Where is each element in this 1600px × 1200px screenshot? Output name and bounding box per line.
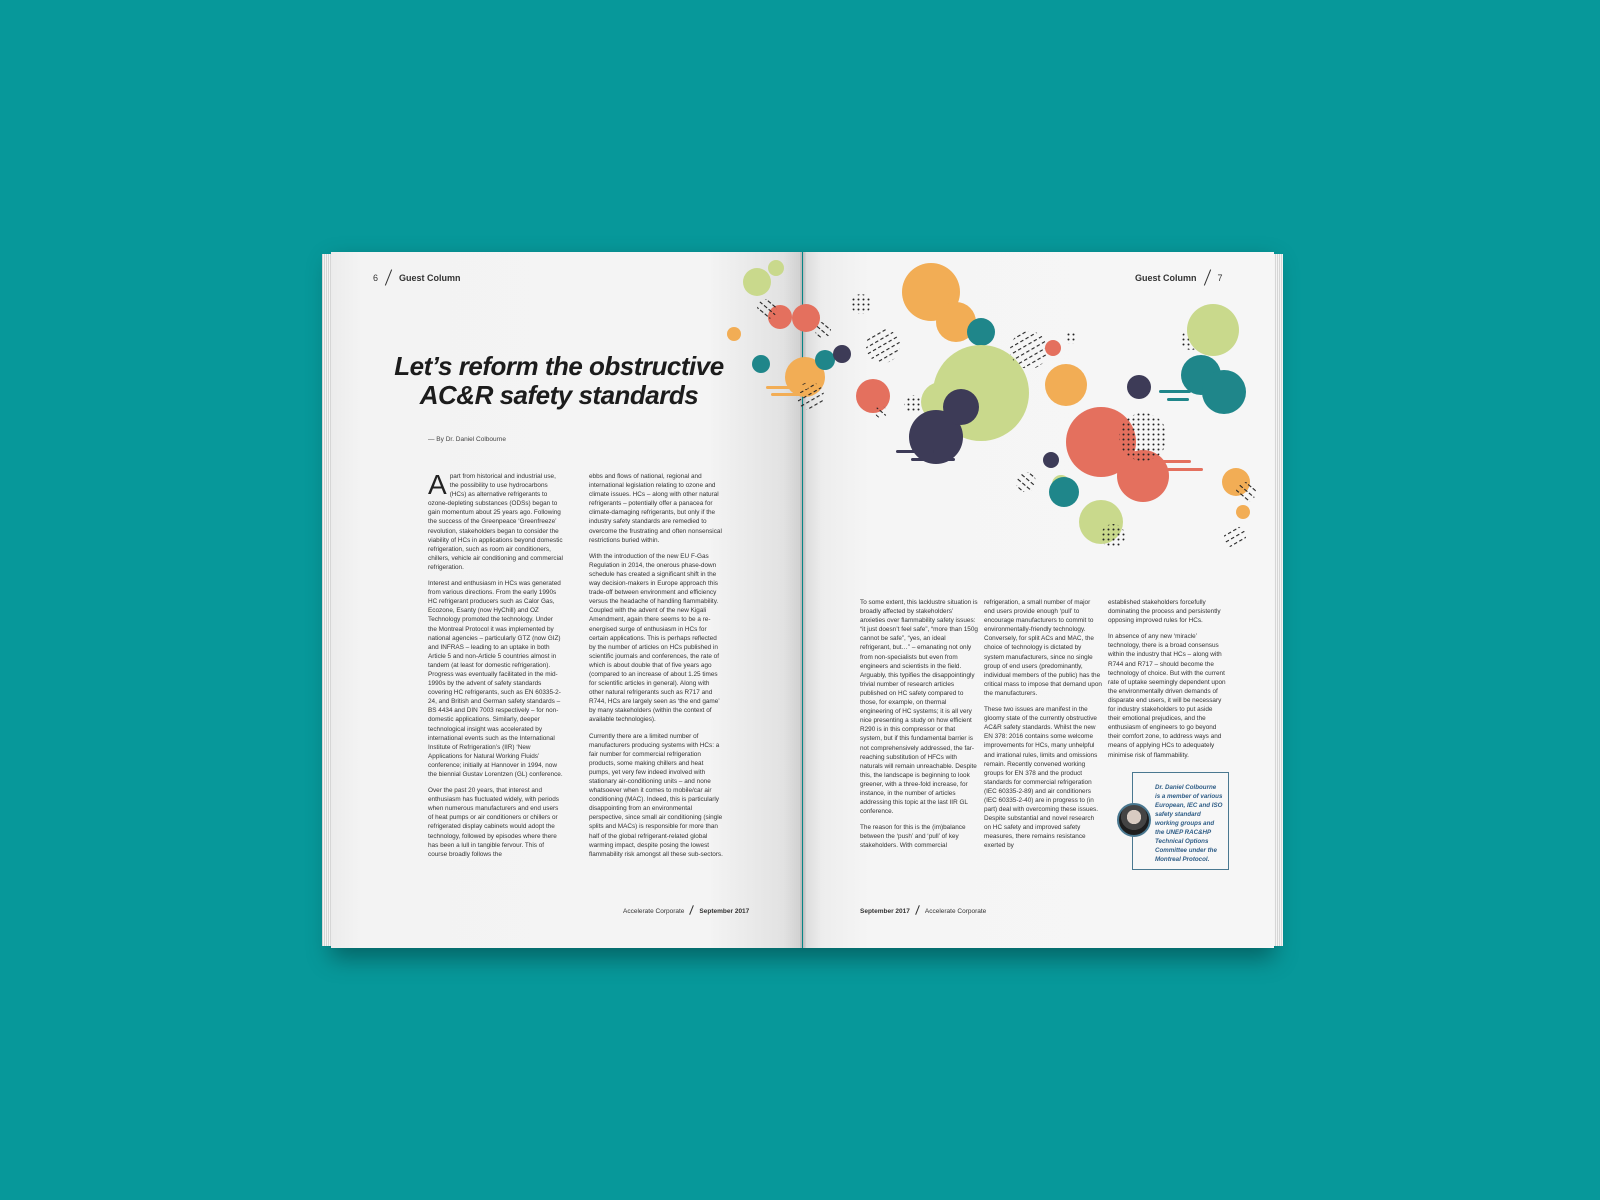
pattern-bubble xyxy=(851,294,871,314)
page-edges-right xyxy=(1273,254,1283,946)
pattern-bubble xyxy=(875,406,887,418)
author-photo xyxy=(1117,803,1151,837)
pattern-bubble xyxy=(1224,526,1246,548)
footer-publication: Accelerate Corporate xyxy=(924,908,987,915)
bubble xyxy=(833,345,851,363)
bubble xyxy=(792,304,820,332)
section-label: Guest Column xyxy=(399,273,461,283)
headline-line-2: AC&R safety standards xyxy=(419,380,699,410)
dash-line xyxy=(1151,460,1191,463)
section-label: Guest Column xyxy=(1135,273,1197,283)
bubble xyxy=(943,389,979,425)
page-number: 7 xyxy=(1217,273,1223,283)
bubble xyxy=(1045,340,1061,356)
dash-line xyxy=(911,458,955,461)
pattern-bubble xyxy=(1010,331,1048,369)
bubble xyxy=(1236,505,1250,519)
bubble xyxy=(1043,452,1059,468)
dash-line xyxy=(1167,468,1203,471)
pattern-bubble xyxy=(1016,472,1036,492)
bubble xyxy=(752,355,770,373)
byline: — By Dr. Daniel Colbourne xyxy=(428,436,507,443)
paragraph: refrigeration, a small number of major end users provide enough ‘pull’ to encourage manufacturers to commit to environmentally-friendly technology. Conversely, for split ACs and MAC, the choice of technology is dictated by system manufacturers, since no single group of end users (predominantly, individual members of the public) has the critical mass to impose that demand upon the manufacturers. xyxy=(984,599,1102,697)
footer-publication: Accelerate Corporate xyxy=(623,908,685,915)
dash-line xyxy=(766,386,808,389)
paragraph: Over the past 20 years, that interest and enthusiasm has fluctuated widely, with periods when numerous manufacturers and end users of heat pumps or air conditioners or chillers or refrigerated display cabinets would adopt the technology, followed by episodes where there has been a lull in tangible fervour. This of course broadly follows the xyxy=(428,787,559,858)
drop-cap: A xyxy=(428,469,447,500)
bubble xyxy=(743,268,771,296)
bubble xyxy=(1202,370,1246,414)
paragraph: These two issues are manifest in the gloomy state of the currently obstructive AC&R safety standards. Whilst the new EN 378: 2016 contains some welcome improvements for HCs, many unhelpful and irrational rules, limits and omissions remain. Recently convened working groups for EN 378 and the product standards for commercial refrigeration (IEC 60335-2-89) and air conditioners (IEC 60335-2-40) are in progress to (in part) deal with overcoming these issues. Despite substantial and novel research on HC safety and improved safety measures, there remains resistance exerted by xyxy=(984,706,1099,850)
bubble xyxy=(815,350,835,370)
page-number: 6 xyxy=(373,273,379,283)
dash-line xyxy=(1159,390,1191,393)
dash-line xyxy=(1167,398,1189,401)
dash-line xyxy=(896,450,934,453)
dash-line xyxy=(771,393,805,396)
magazine-spread xyxy=(331,252,1274,948)
bubble xyxy=(727,327,741,341)
bubble xyxy=(1127,375,1151,399)
paragraph: ebbs and flows of national, regional and international legislation relating to ozone and climate issues. HCs – along with other natural refrigerants – potentially offer a panacea for climate-damaging refrigerants, but only if the industry safety standards are remedied to overcome the frustrating and often nonsensical restrictions buried within. xyxy=(589,473,722,544)
pattern-bubble xyxy=(1119,413,1167,461)
pattern-bubble xyxy=(757,299,777,319)
paragraph: established stakeholders forcefully dominating the process and persistently opposing improved rules for HCs. xyxy=(1108,599,1221,625)
author-bio-box xyxy=(1132,772,1229,870)
bubble xyxy=(967,318,995,346)
bubble xyxy=(1049,477,1079,507)
pattern-bubble xyxy=(904,395,922,413)
paragraph: Currently there are a limited number of manufacturers producing systems with HCs: a fair number for commercial refrigeration products, some making chillers and heat pumps, yet very few indeed involved with stationary air-conditioning units – and none whatsoever when it comes to mobile/car air conditioning (MAC). Indeed, this is particularly disappointing from an environmental perspective, since small air conditioning (single splits and MACs) is responsible for more than half of the global refrigerant-related global warming impact, despite posing the lowest flammability risk amongst all these sub-sectors. xyxy=(589,732,723,858)
paragraph: Interest and enthusiasm in HCs was generated from various directions. From the early 1990s HC refrigerant producers such as Calor Gas, Ecozone, Esanty (now HyChill) and OZ Technology promoted the technology. Under the Montreal Protocol it was implemented by national agencies – particularly GTZ (now GIZ) and INFRAS – leading to an uptake in both Article 5 and non-Article 5 countries almost in tandem (at least for domestic refrigeration). Progress was eventually facilitated in the mid-1990s by the advent of safety standards covering HC refrigerants, such as EN 60335-2-24, and British and German safety standards – BS 4434 and DIN 7003 respectively – for non-domestic applications. Similarly, deeper technological insight was accelerated by international events such as the International Institute of Refrigeration’s (IIR) ‘New Applications for Natural Working Fluids’ conference; initially at Hannover in 1994, now the biennial Gustav Lorentzen (GL) conference. xyxy=(428,580,563,778)
author-bio-text: Dr. Daniel Colbourne is a member of various European, IEC and ISO safety standard working groups and the UNEP RAC&HP Technical Options Committee under the Montreal Protocol. xyxy=(1155,784,1223,863)
bubble xyxy=(1045,364,1087,406)
footer-date: September 2017 xyxy=(699,908,750,915)
paragraph: To some extent, this lacklustre situation is broadly affected by stakeholders’ anxieties over flammability safety issues: “it just doesn’t feel safe”, “more than 150g cannot be safe”, “yes, an ideal refrigerant, but…” – emanating not only from non-specialists but even from engineers and scientists in the field. Arguably, this typifies the disappointingly trivial number of research articles published on HC safety compared to those, for example, on thermal engineering of HC systems; it is all very nice presenting a study on how efficient R290 is in this compressor or that system, but if this fundamental barrier is not comprehensively addressed, the far-reaching substitution of HFCs with naturals will remain unreachable. Despite this, the landscape is beginning to look greener, with a three-fold increase, for instance, in the number of articles addressing this topic at the last IIR GL conference. xyxy=(860,599,978,816)
pattern-bubble xyxy=(1065,332,1077,344)
paragraph: With the introduction of the new EU F-Gas Regulation in 2014, the onerous phase-down schedule has created a significant shift in the way decision-makers in Europe approach this trade-off between environment and efficiency versus the headache of handling flammability. Coupled with the advent of the new Kigali Amendment, again there seems to be a re-energised surge of enthusiasm in HCs for certain applications. This is perhaps reflected by the number of articles on HCs published in scientific journals and conferences, the rate of which is about double that of five years ago (compared to an increase of about 1.25 times for scientific articles in general). Along with other natural refrigerants such as R717 and R744, HCs are largely seen as ‘the end game’ by many stakeholders (within the context of available technologies). xyxy=(589,552,720,724)
pattern-bubble xyxy=(1236,482,1256,502)
bubble xyxy=(768,260,784,276)
paragraph: The reason for this is the (im)balance between the ‘push’ and ‘pull’ of key stakeholders. With commercial xyxy=(860,824,966,850)
bubble xyxy=(1187,304,1239,356)
pattern-bubble xyxy=(866,329,900,363)
pattern-bubble xyxy=(1101,524,1125,548)
paragraph: In absence of any new ‘miracle’ technology, there is a broad consensus within the industry that HCs – along with R744 and R717 – should become the technology of choice. But with the current rate of uptake seemingly dependent upon the environmentally driven demands of disparate end users, it will be necessary for industry stakeholders to put aside their emotional prejudices, and the enthusiasm of engineers to go beyond their comfort zone, to address ways and means of applying HCs to adequately minimise risk of flammability. xyxy=(1108,633,1226,759)
footer-date: September 2017 xyxy=(860,908,910,915)
headline-line-1: Let’s reform the obstructive xyxy=(394,351,724,381)
paragraph: Apart from historical and industrial use, the possibility to use hydrocarbons (HCs) as alternative refrigerants to ozone-depleting substances (ODSs) began to gain momentum about 25 years ago. Following the success of the Greenpeace ‘Greenfreeze’ revolution, stakeholders began to consider the viability of HCs in applications beyond domestic refrigeration, such as room air conditioners, chillers, vehicle air conditioning and commercial refrigeration. xyxy=(428,469,563,571)
